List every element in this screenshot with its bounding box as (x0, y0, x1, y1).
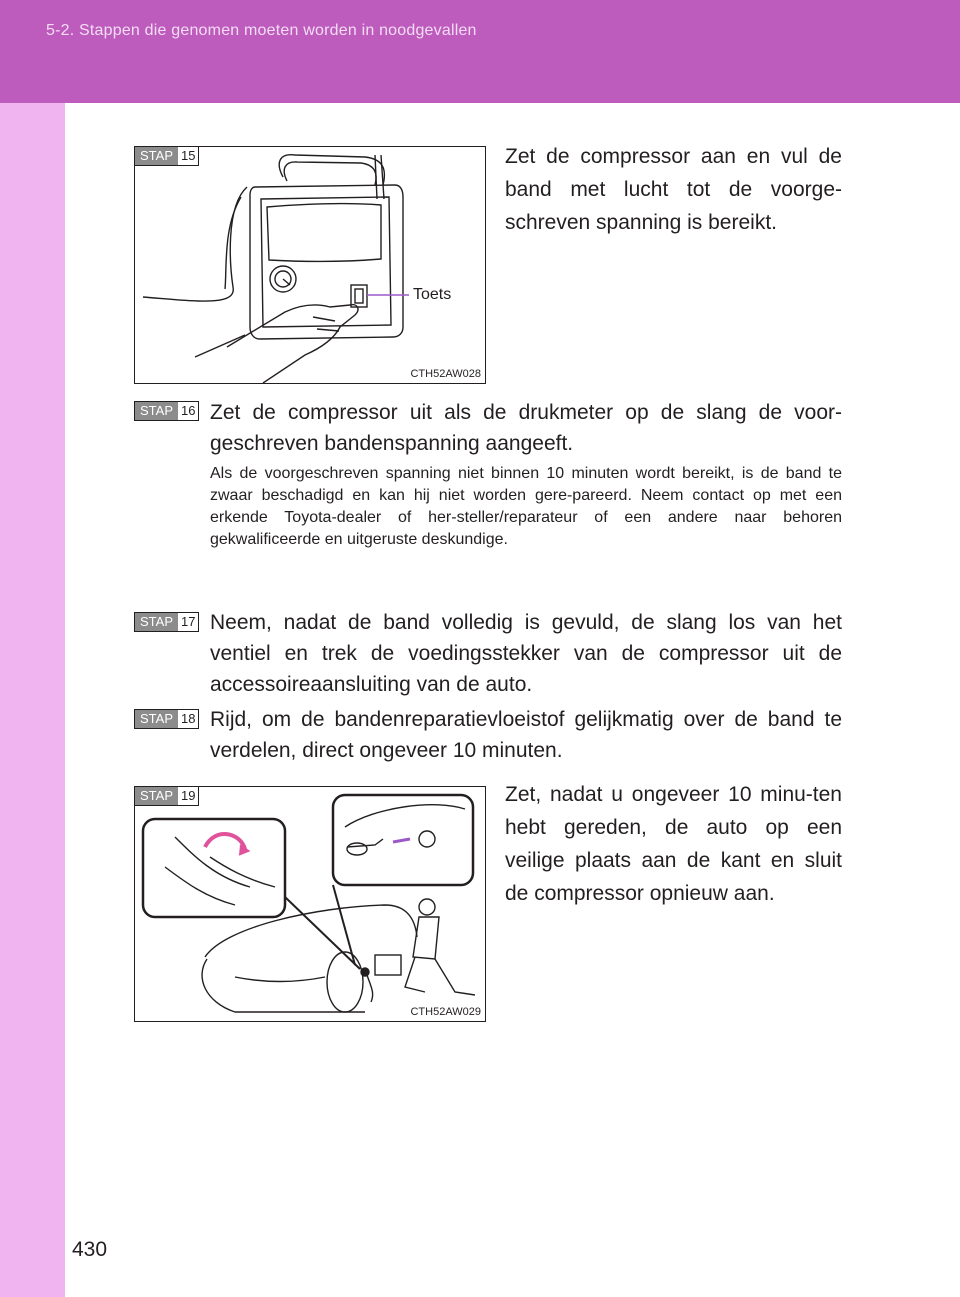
step-badge-label: STAP (135, 402, 178, 420)
step-17-text: Neem, nadat de band volledig is gevuld, de slang los van het ventiel en trek de voedingsstekker van de compressor uit de accessoireaansluiting van de auto. (210, 611, 842, 696)
figure-code: CTH52AW029 (410, 1006, 481, 1018)
step-badge-label: STAP (135, 710, 178, 728)
step-badge-number: 19 (178, 787, 198, 805)
callout-label: Toets (413, 286, 452, 303)
step-badge-number: 18 (178, 710, 198, 728)
step-16-note: Als de voorgeschreven spanning niet binnen 10 minuten wordt bereikt, is de band te zwaar beschadigd en kan hij niet worden gere-pareerd. Neem contact op met een erkende Toyota-dealer of her-steller/reparateur of een andere naar behoren gekwalificeerde en uitgeruste deskundige. (210, 465, 842, 548)
step-badge-number: 16 (178, 402, 198, 420)
side-margin-band (0, 103, 65, 1297)
figure-code: CTH52AW028 (410, 368, 481, 380)
step-15-text: Zet de compressor aan en vul de band met lucht tot de voorge-schreven spanning is bereikt. (505, 145, 842, 234)
chapter-header (0, 0, 960, 103)
step-badge-label: STAP (135, 787, 178, 805)
step-19-text: Zet, nadat u ongeveer 10 minu-ten hebt gereden, de auto op een veilige plaats aan de kant en sluit de compressor opnieuw aan. (505, 783, 842, 905)
step-badge-number: 17 (178, 613, 198, 631)
figure-compressor (134, 146, 486, 384)
car-illustration (135, 787, 485, 1021)
step-16-text (210, 397, 842, 459)
step-badge-label: STAP (135, 613, 178, 631)
step-badge-17 (134, 612, 199, 632)
step-badge-number: 15 (178, 147, 198, 165)
step-badge-18 (134, 709, 199, 729)
figure-car-compressor (134, 786, 486, 1022)
step-16-body: Zet de compressor uit als de drukmeter op de slang de voor-geschreven bandenspanning aangeeft. (210, 401, 842, 455)
section-title: 5-2. Stappen die genomen moeten worden in noodgevallen (46, 22, 477, 39)
step-18-text: Rijd, om de bandenreparatievloeistof gelijkmatig over de band te verdelen, direct ongeveer 10 minuten. (210, 708, 842, 762)
step-badge-16 (134, 401, 199, 421)
page-number: 430 (72, 1238, 108, 1261)
watermark: carmanualsonline.info (715, 1278, 832, 1292)
compressor-illustration (135, 147, 485, 383)
step-badge-label: STAP (135, 147, 178, 165)
